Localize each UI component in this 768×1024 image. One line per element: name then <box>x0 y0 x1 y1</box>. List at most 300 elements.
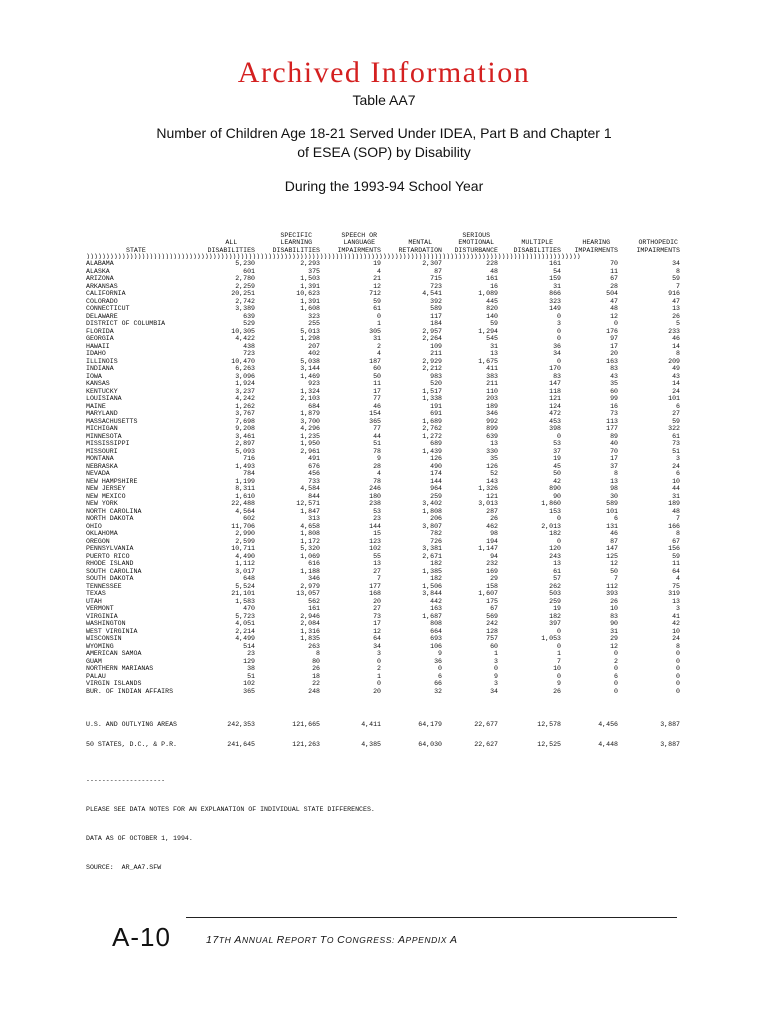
cell-emotional-disturbance: 3,013 <box>478 500 498 507</box>
cell-mental-retardation: 1,439 <box>422 447 442 455</box>
cell-speech-language: 77 <box>373 395 381 402</box>
cell-orthopedic-impairments: 0 <box>676 672 680 680</box>
cell-speech-language: 177 <box>369 582 381 590</box>
cell-multiple-disabilities: 53 <box>553 440 561 447</box>
cell-speech-language: 21 <box>373 275 381 282</box>
cell-speech-language: 712 <box>369 290 381 297</box>
cell-all-disabilities: 3,389 <box>235 305 255 312</box>
state-name: VERMONT <box>86 605 114 612</box>
cell-orthopedic-impairments: 41 <box>672 612 680 620</box>
cell-specific-learning: 684 <box>308 402 320 410</box>
table-row <box>86 313 686 321</box>
cell-orthopedic-impairments: 64 <box>672 567 680 575</box>
cell-multiple-disabilities: 0 <box>557 672 561 680</box>
state-name: ILLINOIS <box>86 357 118 365</box>
cell-orthopedic-impairments: 3 <box>676 605 680 612</box>
state-name: MAINE <box>86 402 106 410</box>
cell-speech-language: 7 <box>377 575 381 582</box>
state-name: ARKANSAS <box>86 282 118 290</box>
state-name: NEW HAMPSHIRE <box>86 477 138 485</box>
cell-mental-retardation: 4,541 <box>422 290 442 297</box>
cell-multiple-disabilities: 3 <box>557 320 561 327</box>
cell-mental-retardation: 64,030 <box>418 741 442 748</box>
table-row <box>86 418 686 426</box>
cell-all-disabilities: 639 <box>243 312 255 320</box>
cell-emotional-disturbance: 110 <box>486 387 498 395</box>
cell-mental-retardation: 182 <box>430 560 442 567</box>
cell-mental-retardation: 782 <box>430 530 442 537</box>
cell-orthopedic-impairments: 24 <box>672 635 680 642</box>
cell-specific-learning: 1,298 <box>300 335 320 342</box>
cell-all-disabilities: 3,096 <box>235 372 255 380</box>
cell-speech-language: 27 <box>373 567 381 575</box>
cell-all-disabilities: 3,767 <box>235 410 255 417</box>
cell-orthopedic-impairments: 14 <box>672 342 680 350</box>
state-name: MICHIGAN <box>86 425 118 432</box>
cell-multiple-disabilities: 7 <box>557 657 561 665</box>
cell-hearing-impairments: 12 <box>610 642 618 650</box>
table-row <box>86 373 686 381</box>
cell-specific-learning: 12,571 <box>296 500 320 507</box>
table-row <box>86 493 686 501</box>
cell-multiple-disabilities: 398 <box>549 425 561 432</box>
cell-multiple-disabilities: 0 <box>557 537 561 545</box>
column-header-all-disabilities <box>208 239 255 254</box>
cell-specific-learning: 22 <box>312 680 320 687</box>
column-header-specific-learning <box>273 232 320 255</box>
cell-speech-language: 2 <box>377 665 381 672</box>
cell-orthopedic-impairments: 101 <box>668 395 680 402</box>
state-name: KENTUCKY <box>86 387 118 395</box>
cell-mental-retardation: 163 <box>430 605 442 612</box>
cell-emotional-disturbance: 67 <box>490 605 498 612</box>
table-row <box>86 433 686 441</box>
cell-orthopedic-impairments: 6 <box>676 402 680 410</box>
cell-emotional-disturbance: 899 <box>486 425 498 432</box>
cell-all-disabilities: 723 <box>243 350 255 357</box>
column-header-line: LEARNING <box>280 239 313 246</box>
cell-mental-retardation: 2,671 <box>422 552 442 560</box>
cell-mental-retardation: 689 <box>430 440 442 447</box>
table-row <box>86 500 686 508</box>
cell-orthopedic-impairments: 51 <box>672 447 680 455</box>
cell-multiple-disabilities: 1 <box>557 650 561 657</box>
state-name: GEORGIA <box>86 335 114 342</box>
cell-hearing-impairments: 28 <box>610 282 618 290</box>
cell-emotional-disturbance: 1,326 <box>478 485 498 492</box>
cell-speech-language: 4,411 <box>361 721 381 728</box>
cell-all-disabilities: 5,524 <box>235 582 255 590</box>
cell-emotional-disturbance: 48 <box>490 267 498 275</box>
cell-multiple-disabilities: 149 <box>549 305 561 312</box>
cell-multiple-disabilities: 397 <box>549 620 561 627</box>
cell-emotional-disturbance: 128 <box>486 627 498 635</box>
cell-mental-retardation: 1,338 <box>422 395 442 402</box>
cell-orthopedic-impairments: 46 <box>672 335 680 342</box>
cell-mental-retardation: 1,506 <box>422 582 442 590</box>
cell-mental-retardation: 1,517 <box>422 387 442 395</box>
cell-all-disabilities: 602 <box>243 515 255 522</box>
cell-emotional-disturbance: 13 <box>490 350 498 357</box>
cell-orthopedic-impairments: 6 <box>676 470 680 477</box>
cell-hearing-impairments: 0 <box>614 665 618 672</box>
cell-mental-retardation: 191 <box>430 402 442 410</box>
cell-specific-learning: 5,013 <box>300 327 320 335</box>
table-row <box>86 463 686 471</box>
table-row <box>86 568 686 576</box>
cell-specific-learning: 1,391 <box>300 297 320 305</box>
cell-all-disabilities: 2,742 <box>235 297 255 305</box>
table-row <box>86 680 686 688</box>
cell-multiple-disabilities: 34 <box>553 350 561 357</box>
cell-hearing-impairments: 60 <box>610 387 618 395</box>
cell-all-disabilities: 10,711 <box>231 545 255 552</box>
cell-multiple-disabilities: 453 <box>549 417 561 425</box>
state-name: MARYLAND <box>86 410 118 417</box>
cell-emotional-disturbance: 1,675 <box>478 357 498 365</box>
cell-multiple-disabilities: 13 <box>553 560 561 567</box>
cell-hearing-impairments: 6 <box>614 672 618 680</box>
column-header-line: EMOTIONAL <box>458 239 495 246</box>
cell-specific-learning: 161 <box>308 605 320 612</box>
cell-hearing-impairments: 4,456 <box>598 721 618 728</box>
cell-speech-language: 4 <box>377 267 381 275</box>
cell-emotional-disturbance: 287 <box>486 507 498 515</box>
cell-orthopedic-impairments: 10 <box>672 627 680 635</box>
state-name: BUR. OF INDIAN AFFAIRS <box>86 687 174 695</box>
cell-emotional-disturbance: 383 <box>486 372 498 380</box>
column-header-line: IMPAIRMENTS <box>636 246 680 254</box>
cell-all-disabilities: 5,230 <box>235 260 255 267</box>
cell-mental-retardation: 117 <box>430 312 442 320</box>
footnote-rule: -------------------- <box>86 777 166 784</box>
footer-r: R <box>276 934 285 946</box>
cell-multiple-disabilities: 2,013 <box>541 522 561 530</box>
cell-orthopedic-impairments: 8 <box>676 267 680 275</box>
state-name: NEW MEXICO <box>86 492 126 500</box>
cell-multiple-disabilities: 57 <box>553 575 561 582</box>
cell-emotional-disturbance: 59 <box>490 320 498 327</box>
cell-specific-learning: 2,103 <box>300 395 320 402</box>
cell-multiple-disabilities: 161 <box>549 260 561 267</box>
table-row <box>86 478 686 486</box>
cell-mental-retardation: 0 <box>438 665 442 672</box>
cell-speech-language: 34 <box>373 642 381 650</box>
cell-speech-language: 17 <box>373 620 381 627</box>
table-row <box>86 425 686 433</box>
cell-specific-learning: 1,879 <box>300 410 320 417</box>
cell-mental-retardation: 109 <box>430 342 442 350</box>
cell-orthopedic-impairments: 0 <box>676 665 680 672</box>
table-row <box>86 523 686 531</box>
cell-speech-language: 17 <box>373 387 381 395</box>
cell-multiple-disabilities: 153 <box>549 507 561 515</box>
column-header-line: HEARING <box>582 239 611 246</box>
footer-eport: EPORT <box>284 935 320 945</box>
cell-orthopedic-impairments: 3,887 <box>660 721 680 728</box>
cell-speech-language: 180 <box>369 492 381 500</box>
table-row <box>86 358 686 366</box>
data-table-body <box>86 260 686 695</box>
cell-emotional-disturbance: 820 <box>486 305 498 312</box>
cell-all-disabilities: 1,924 <box>235 380 255 387</box>
cell-speech-language: 3 <box>377 650 381 657</box>
page-number: A-10 <box>112 922 171 952</box>
cell-hearing-impairments: 6 <box>614 515 618 522</box>
cell-mental-retardation: 715 <box>430 275 442 282</box>
cell-mental-retardation: 64,179 <box>418 721 442 728</box>
cell-specific-learning: 375 <box>308 267 320 275</box>
cell-all-disabilities: 601 <box>243 267 255 275</box>
cell-all-disabilities: 514 <box>243 642 255 650</box>
cell-mental-retardation: 808 <box>430 620 442 627</box>
cell-specific-learning: 1,808 <box>300 530 320 537</box>
cell-all-disabilities: 9,208 <box>235 425 255 432</box>
cell-specific-learning: 491 <box>308 455 320 462</box>
cell-specific-learning: 121,263 <box>292 741 320 748</box>
cell-multiple-disabilities: 243 <box>549 552 561 560</box>
state-name: IDAHO <box>86 350 106 357</box>
cell-specific-learning: 5,038 <box>300 357 320 365</box>
cell-specific-learning: 80 <box>312 657 320 665</box>
cell-hearing-impairments: 90 <box>610 620 618 627</box>
table-row <box>86 590 686 598</box>
cell-orthopedic-impairments: 8 <box>676 350 680 357</box>
title-line-2: of ESEA (SOP) by Disability <box>297 144 471 160</box>
state-name: CALIFORNIA <box>86 290 126 297</box>
state-name: WEST VIRGINIA <box>86 627 138 635</box>
cell-all-disabilities: 4,499 <box>235 635 255 642</box>
cell-orthopedic-impairments: 7 <box>676 515 680 522</box>
cell-orthopedic-impairments: 61 <box>672 432 680 440</box>
table-row <box>86 335 686 343</box>
column-header-orthopedic-impairments <box>636 239 680 254</box>
cell-specific-learning: 676 <box>308 462 320 470</box>
cell-speech-language: 46 <box>373 402 381 410</box>
column-header-line: DISABILITIES <box>513 246 561 254</box>
cell-hearing-impairments: 12 <box>610 312 618 320</box>
cell-multiple-disabilities: 37 <box>553 447 561 455</box>
footer-o: O <box>326 935 338 945</box>
cell-hearing-impairments: 35 <box>610 380 618 387</box>
footnote-note: PLEASE SEE DATA NOTES FOR AN EXPLANATION OF INDIVIDUAL STATE DIFFERENCES. <box>86 806 375 813</box>
cell-all-disabilities: 11,706 <box>231 522 255 530</box>
cell-multiple-disabilities: 42 <box>553 477 561 485</box>
cell-hearing-impairments: 0 <box>614 320 618 327</box>
state-name: VIRGINIA <box>86 612 118 620</box>
cell-emotional-disturbance: 161 <box>486 275 498 282</box>
state-name: OHIO <box>86 522 102 530</box>
cell-orthopedic-impairments: 0 <box>676 687 680 695</box>
cell-multiple-disabilities: 147 <box>549 380 561 387</box>
cell-specific-learning: 346 <box>308 575 320 582</box>
state-name: RHODE ISLAND <box>86 560 134 567</box>
cell-all-disabilities: 438 <box>243 342 255 350</box>
cell-multiple-disabilities: 36 <box>553 342 561 350</box>
cell-all-disabilities: 365 <box>243 687 255 695</box>
archived-banner: Archived Information <box>237 56 531 89</box>
state-name: MONTANA <box>86 455 114 462</box>
cell-orthopedic-impairments: 59 <box>672 417 680 425</box>
state-name: TENNESSEE <box>86 582 122 590</box>
column-header-line: ORTHOPEDIC <box>638 239 679 246</box>
cell-orthopedic-impairments: 27 <box>672 410 680 417</box>
cell-all-disabilities: 2,259 <box>235 282 255 290</box>
cell-multiple-disabilities: 170 <box>549 365 561 372</box>
table-row <box>86 605 686 613</box>
cell-hearing-impairments: 70 <box>610 447 618 455</box>
cell-hearing-impairments: 17 <box>610 455 618 462</box>
table-row <box>86 440 686 448</box>
cell-hearing-impairments: 101 <box>606 507 618 515</box>
cell-multiple-disabilities: 120 <box>549 545 561 552</box>
footer-title <box>206 934 458 946</box>
cell-hearing-impairments: 0 <box>614 687 618 695</box>
cell-all-disabilities: 21,101 <box>231 590 255 597</box>
cell-orthopedic-impairments: 209 <box>668 357 680 365</box>
cell-emotional-disturbance: 3 <box>494 680 498 687</box>
state-name: IOWA <box>86 372 102 380</box>
cell-specific-learning: 4,296 <box>300 425 320 432</box>
column-header-multiple-disabilities <box>514 239 561 254</box>
state-name: PENNSYLVANIA <box>86 545 134 552</box>
cell-mental-retardation: 36 <box>434 657 442 665</box>
cell-multiple-disabilities: 0 <box>557 515 561 522</box>
cell-speech-language: 31 <box>373 335 381 342</box>
cell-specific-learning: 207 <box>308 342 320 350</box>
table-row <box>86 283 686 291</box>
cell-specific-learning: 248 <box>308 687 320 695</box>
cell-multiple-disabilities: 0 <box>557 642 561 650</box>
cell-specific-learning: 733 <box>308 477 320 485</box>
state-name: DISTRICT OF COLUMBIA <box>86 320 166 327</box>
column-header-line: DISTURBANCE <box>454 246 498 254</box>
cell-hearing-impairments: 20 <box>610 350 618 357</box>
cell-multiple-disabilities: 323 <box>549 297 561 305</box>
cell-speech-language: 9 <box>377 455 381 462</box>
cell-orthopedic-impairments: 24 <box>672 387 680 395</box>
cell-specific-learning: 2,979 <box>300 582 320 590</box>
cell-emotional-disturbance: 462 <box>486 522 498 530</box>
cell-mental-retardation: 490 <box>430 462 442 470</box>
cell-orthopedic-impairments: 31 <box>672 492 680 500</box>
table-row <box>86 298 686 306</box>
cell-emotional-disturbance: 169 <box>486 567 498 575</box>
footnote-source: SOURCE: AR_AA7.SFW <box>86 864 162 871</box>
cell-multiple-disabilities: 26 <box>553 687 561 695</box>
cell-emotional-disturbance: 1,089 <box>478 290 498 297</box>
cell-mental-retardation: 144 <box>430 477 442 485</box>
cell-speech-language: 28 <box>373 462 381 470</box>
table-row <box>86 553 686 561</box>
cell-mental-retardation: 106 <box>430 642 442 650</box>
state-name: KANSAS <box>86 380 110 387</box>
cell-hearing-impairments: 0 <box>614 680 618 687</box>
column-header-line: DISABILITIES <box>272 246 320 254</box>
cell-all-disabilities: 241,645 <box>227 741 255 748</box>
cell-orthopedic-impairments: 4 <box>676 575 680 582</box>
state-name: NORTH DAKOTA <box>86 515 134 522</box>
cell-mental-retardation: 983 <box>430 372 442 380</box>
cell-orthopedic-impairments: 67 <box>672 537 680 545</box>
table-row <box>86 410 686 418</box>
cell-orthopedic-impairments: 156 <box>668 545 680 552</box>
cell-speech-language: 51 <box>373 440 381 447</box>
cell-orthopedic-impairments: 44 <box>672 485 680 492</box>
cell-all-disabilities: 51 <box>247 672 255 680</box>
cell-mental-retardation: 520 <box>430 380 442 387</box>
table-row <box>86 538 686 546</box>
footer-t: T <box>319 934 327 946</box>
cell-speech-language: 238 <box>369 500 381 507</box>
footer-th: TH <box>218 935 235 945</box>
cell-all-disabilities: 6,263 <box>235 365 255 372</box>
cell-speech-language: 144 <box>369 522 381 530</box>
cell-all-disabilities: 3,461 <box>235 432 255 440</box>
cell-specific-learning: 2,961 <box>300 447 320 455</box>
cell-specific-learning: 1,324 <box>300 387 320 395</box>
cell-hearing-impairments: 98 <box>610 485 618 492</box>
cell-specific-learning: 263 <box>308 642 320 650</box>
state-name: 50 STATES, D.C., & P.R. <box>86 741 178 748</box>
cell-mental-retardation: 589 <box>430 305 442 312</box>
cell-specific-learning: 1,469 <box>300 372 320 380</box>
cell-specific-learning: 18 <box>312 672 320 680</box>
cell-speech-language: 77 <box>373 425 381 432</box>
cell-mental-retardation: 392 <box>430 297 442 305</box>
cell-all-disabilities: 3,237 <box>235 387 255 395</box>
state-name: MINNESOTA <box>86 432 122 440</box>
cell-emotional-disturbance: 31 <box>490 342 498 350</box>
cell-emotional-disturbance: 158 <box>486 582 498 590</box>
cell-mental-retardation: 206 <box>430 515 442 522</box>
footnotes <box>86 762 686 886</box>
cell-specific-learning: 1,847 <box>300 507 320 515</box>
cell-specific-learning: 323 <box>308 312 320 320</box>
cell-speech-language: 0 <box>377 312 381 320</box>
state-name: HAWAII <box>86 342 110 350</box>
table-row <box>86 598 686 606</box>
state-name: NEVADA <box>86 470 110 477</box>
table-row <box>86 260 686 268</box>
cell-emotional-disturbance: 411 <box>486 365 498 372</box>
state-name: NORTH CAROLINA <box>86 507 142 515</box>
cell-all-disabilities: 1,199 <box>235 477 255 485</box>
cell-emotional-disturbance: 13 <box>490 440 498 447</box>
cell-all-disabilities: 23 <box>247 650 255 657</box>
cell-orthopedic-impairments: 43 <box>672 372 680 380</box>
cell-specific-learning: 2,293 <box>300 260 320 267</box>
cell-multiple-disabilities: 83 <box>553 372 561 380</box>
cell-mental-retardation: 126 <box>430 455 442 462</box>
table-row <box>86 530 686 538</box>
cell-specific-learning: 4,658 <box>300 522 320 530</box>
cell-emotional-disturbance: 232 <box>486 560 498 567</box>
cell-hearing-impairments: 43 <box>610 372 618 380</box>
cell-emotional-disturbance: 757 <box>486 635 498 642</box>
cell-speech-language: 23 <box>373 515 381 522</box>
cell-speech-language: 15 <box>373 530 381 537</box>
cell-emotional-disturbance: 175 <box>486 597 498 605</box>
cell-hearing-impairments: 40 <box>610 440 618 447</box>
cell-emotional-disturbance: 121 <box>486 492 498 500</box>
table-title <box>0 124 768 162</box>
state-name: NORTHERN MARIANAS <box>86 665 154 672</box>
cell-multiple-disabilities: 503 <box>549 590 561 597</box>
cell-all-disabilities: 529 <box>243 320 255 327</box>
cell-speech-language: 123 <box>369 537 381 545</box>
cell-specific-learning: 8 <box>316 650 320 657</box>
